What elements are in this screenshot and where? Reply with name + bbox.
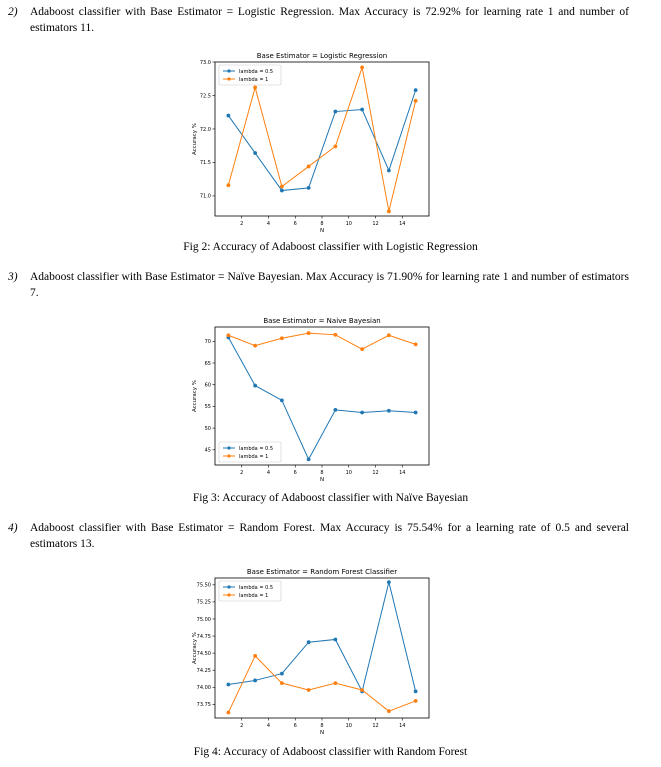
data-point bbox=[414, 411, 418, 415]
data-point bbox=[226, 183, 230, 187]
x-tick-label: 14 bbox=[399, 723, 406, 729]
x-tick-label: 10 bbox=[345, 470, 352, 476]
x-tick-label: 12 bbox=[372, 723, 379, 729]
data-point bbox=[253, 344, 257, 348]
data-point bbox=[333, 408, 337, 412]
x-tick-label: 10 bbox=[345, 221, 352, 227]
data-point bbox=[280, 398, 284, 402]
x-tick-label: 6 bbox=[293, 470, 297, 476]
data-point bbox=[414, 88, 418, 92]
chart-logistic-regression bbox=[160, 46, 450, 236]
y-tick-label: 74.00 bbox=[196, 685, 211, 692]
x-tick-label: 14 bbox=[399, 470, 406, 476]
y-axis-label: Accuracy % bbox=[192, 122, 198, 156]
x-tick-label: 12 bbox=[372, 221, 379, 227]
data-point bbox=[333, 638, 337, 642]
list-item-3 bbox=[8, 269, 629, 301]
series-line bbox=[228, 656, 415, 713]
legend bbox=[219, 581, 281, 601]
y-axis-label: Accuracy % bbox=[192, 631, 198, 665]
item-number: 4) bbox=[8, 522, 18, 534]
data-point bbox=[387, 709, 391, 713]
data-point bbox=[333, 110, 337, 114]
data-point bbox=[307, 640, 311, 644]
x-tick-label: 2 bbox=[240, 723, 244, 729]
y-tick-label: 71.5 bbox=[199, 160, 211, 167]
y-tick-label: 71.0 bbox=[199, 193, 211, 200]
list-item-2 bbox=[8, 4, 629, 36]
chart-naive-bayesian bbox=[160, 311, 450, 487]
legend-marker bbox=[227, 593, 230, 596]
data-point bbox=[387, 333, 391, 337]
data-point bbox=[253, 679, 257, 683]
x-axis-label: N bbox=[319, 477, 325, 483]
figure-caption-3: Fig 3: Accuracy of Adaboost classifier with Naïve Bayesian bbox=[192, 492, 469, 504]
x-tick-label: 14 bbox=[399, 221, 406, 227]
x-tick-label: 6 bbox=[293, 221, 297, 227]
x-tick-label: 12 bbox=[372, 470, 379, 476]
legend-marker bbox=[227, 454, 230, 457]
data-point bbox=[360, 411, 364, 415]
item-number: 3) bbox=[8, 271, 18, 283]
legend-marker bbox=[227, 77, 230, 80]
x-axis-label: N bbox=[319, 228, 325, 234]
data-point bbox=[387, 409, 391, 413]
y-tick-label: 74.25 bbox=[196, 667, 211, 674]
item-number: 2) bbox=[8, 6, 18, 18]
data-point bbox=[414, 99, 418, 103]
data-point bbox=[360, 65, 364, 69]
data-point bbox=[253, 151, 257, 155]
data-point bbox=[253, 654, 257, 658]
item-text: Adaboost classifier with Base Estimator = Logistic Regression. Max Accuracy is 72.92% for learning rate 1 and number of estimators 11. bbox=[30, 6, 629, 34]
legend-label: lambda = 0.5 bbox=[239, 445, 274, 452]
chart-random-forest bbox=[160, 562, 450, 740]
x-tick-label: 8 bbox=[320, 470, 324, 476]
legend-label: lambda = 1 bbox=[239, 453, 269, 460]
x-tick-label: 2 bbox=[240, 221, 244, 227]
legend-label: lambda = 0.5 bbox=[239, 584, 274, 591]
legend bbox=[219, 442, 281, 462]
data-point bbox=[253, 86, 257, 90]
list-item-4 bbox=[8, 520, 629, 552]
x-tick-label: 8 bbox=[320, 221, 324, 227]
y-tick-label: 55 bbox=[204, 404, 211, 411]
data-point bbox=[333, 333, 337, 337]
x-tick-label: 4 bbox=[266, 221, 271, 227]
data-point bbox=[333, 681, 337, 685]
data-point bbox=[280, 672, 284, 676]
chart-title: Base Estimator = Logistic Regression bbox=[256, 52, 388, 60]
data-point bbox=[360, 108, 364, 112]
legend-marker bbox=[227, 585, 230, 588]
chart-title: Base Estimator = Random Forest Classifier bbox=[246, 568, 398, 576]
y-tick-label: 70 bbox=[204, 339, 211, 346]
data-point bbox=[414, 342, 418, 346]
data-point bbox=[387, 209, 391, 213]
y-axis-label: Accuracy % bbox=[192, 379, 198, 413]
y-tick-label: 73.75 bbox=[196, 702, 211, 709]
data-point bbox=[226, 333, 230, 337]
data-point bbox=[414, 689, 418, 693]
legend-label: lambda = 1 bbox=[239, 592, 269, 599]
y-tick-label: 45 bbox=[204, 447, 211, 454]
data-point bbox=[307, 165, 311, 169]
y-tick-label: 65 bbox=[204, 360, 211, 367]
data-point bbox=[307, 457, 311, 461]
x-tick-label: 2 bbox=[240, 470, 244, 476]
x-tick-label: 10 bbox=[345, 723, 352, 729]
legend bbox=[219, 65, 281, 85]
data-point bbox=[307, 186, 311, 190]
data-point bbox=[280, 681, 284, 685]
y-tick-label: 50 bbox=[204, 425, 211, 432]
series-line bbox=[228, 90, 415, 190]
y-tick-label: 75.25 bbox=[196, 599, 211, 606]
data-point bbox=[226, 683, 230, 687]
y-tick-label: 60 bbox=[204, 382, 211, 389]
data-point bbox=[414, 699, 418, 703]
data-point bbox=[387, 580, 391, 584]
y-tick-label: 75.50 bbox=[196, 582, 211, 589]
y-tick-label: 74.50 bbox=[196, 650, 211, 657]
x-axis-label: N bbox=[319, 730, 325, 736]
figure-caption-2: Fig 2: Accuracy of Adaboost classifier with Logistic Regression bbox=[183, 241, 478, 253]
data-point bbox=[280, 336, 284, 340]
legend-label: lambda = 1 bbox=[239, 76, 269, 83]
data-point bbox=[253, 384, 257, 388]
data-point bbox=[360, 347, 364, 351]
data-point bbox=[307, 688, 311, 692]
data-point bbox=[307, 331, 311, 335]
item-text: Adaboost classifier with Base Estimator = Naïve Bayesian. Max Accuracy is 71.90% for learning rate 1 and number of estimators 7. bbox=[30, 271, 629, 299]
x-tick-label: 4 bbox=[266, 723, 271, 729]
data-point bbox=[226, 114, 230, 118]
data-point bbox=[280, 185, 284, 189]
legend-label: lambda = 0.5 bbox=[239, 68, 274, 75]
data-point bbox=[360, 688, 364, 692]
legend-marker bbox=[227, 446, 230, 449]
data-point bbox=[226, 711, 230, 715]
x-tick-label: 6 bbox=[293, 723, 297, 729]
x-tick-label: 8 bbox=[320, 723, 324, 729]
y-tick-label: 73.0 bbox=[199, 59, 211, 66]
data-point bbox=[387, 169, 391, 173]
y-tick-label: 74.75 bbox=[196, 633, 211, 640]
y-tick-label: 72.0 bbox=[199, 126, 211, 133]
series-line bbox=[228, 67, 415, 211]
x-tick-label: 4 bbox=[266, 470, 271, 476]
chart-title: Base Estimator = Naive Bayesian bbox=[263, 317, 381, 325]
figure-caption-4: Fig 4: Accuracy of Adaboost classifier with Random Forest bbox=[193, 746, 468, 758]
data-point bbox=[333, 144, 337, 148]
y-tick-label: 75.00 bbox=[196, 616, 211, 623]
series-line bbox=[228, 337, 415, 459]
data-point bbox=[280, 189, 284, 193]
legend-marker bbox=[227, 69, 230, 72]
y-tick-label: 72.5 bbox=[199, 93, 211, 100]
item-text: Adaboost classifier with Base Estimator = Random Forest. Max Accuracy is 75.54% for a learning rate of 0.5 and several estimators 13. bbox=[30, 522, 629, 550]
